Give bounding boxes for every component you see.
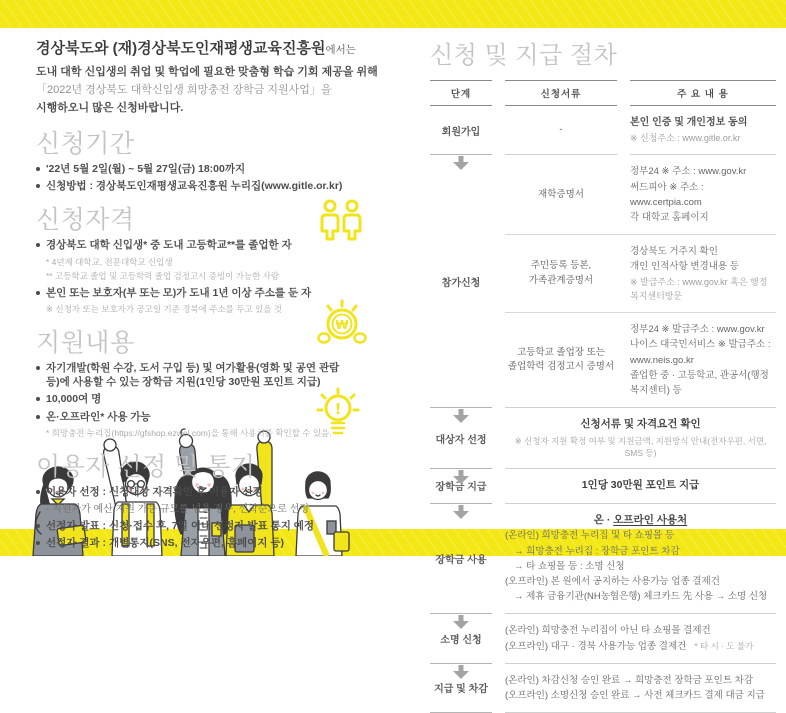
bullet-dot (36, 167, 40, 171)
content-cell (505, 664, 776, 713)
selection-bullet1: 이용자 선정 : 신청대상 자격확인 후 이용자 선정 (46, 485, 263, 498)
selection-sub1: - 지원자가 예산 지원 가능 규모를 넘을 경우, 선착순으로 선정 (46, 503, 309, 515)
content-inline-note: * 타 시 · 도 불가 (694, 640, 754, 651)
period-item (36, 162, 344, 177)
content-cell (630, 106, 776, 155)
program-name: 「2022년 경상북도 대학신입생 희망충전 장학금 지원사업」을 (36, 83, 332, 96)
col-header-step: 단계 (430, 80, 492, 106)
content-cell (505, 469, 776, 504)
content-line: 졸업한 중 · 고등학교, 관공서(행정복지센터) 등 (630, 369, 769, 397)
selection-bullet3: 선정자 결과 : 개별통지(SNS, 전자우편, 홈페이지 등) (46, 537, 284, 550)
down-arrow-icon (453, 470, 469, 484)
selection-bullet2: 선정자 발표 : 신청·접수 후, 7일 이내 선정자 발표 통지 예정 (46, 520, 315, 533)
intro-line4: 시행하오니 많은 신청바랍니다. (36, 101, 184, 114)
support-bullet2: 10,000여 명 (46, 393, 102, 406)
section-heading-selection: 이용자 선정 및 통지 (36, 452, 256, 481)
support-item (36, 410, 344, 425)
content-line: 정부24 ※ 발급주소 : www.gov.kr (630, 324, 765, 336)
support-item (36, 392, 344, 407)
content-line: 경상북도 거주지 확인 (630, 246, 718, 258)
down-arrow-icon (453, 409, 469, 423)
table-row (430, 504, 776, 615)
content-line: ※ 신청주소 : www.gitle.or.kr (630, 133, 741, 143)
table-row (430, 469, 776, 504)
content-line (505, 639, 776, 654)
section-heading-period: 신청기간 (36, 129, 135, 158)
table-subrow (505, 155, 776, 235)
step-label: 회원가입 (430, 106, 492, 155)
doc-cell (505, 164, 617, 225)
doc-line: 재학증명서 (538, 188, 584, 200)
content-line: 본인 인증 및 개인정보 동의 (630, 117, 748, 128)
period-method: 신청방법 : 경상북도인재평생교육진흥원 누리집(www.gitle.or.kr) (46, 179, 343, 192)
bullet-dot (36, 524, 40, 528)
down-arrow-icon (453, 156, 469, 170)
eligibility-item (36, 238, 344, 253)
content-line: (오프라인) 소명신청 승인 완료 → 사전 체크카드 결제 대금 지급 (505, 689, 765, 701)
eligibility-bullet2: 본인 또는 보호자(부 또는 모)가 도내 1년 이상 주소를 둔 자 (46, 286, 312, 299)
support-note3: * 희망충전 누리집(https://gfshop.ezwel.com)을 통해 사용처를 확인할 수 있음. (46, 427, 332, 438)
selection-item (36, 519, 344, 534)
bullet-dot (36, 184, 40, 188)
content-line: (온라인) 희망충전 누리집 및 타 쇼핑몰 등 (505, 530, 674, 542)
table-row (430, 408, 776, 469)
bullet-dot (36, 291, 40, 295)
table-subrow (505, 235, 776, 313)
eligibility-bullet1: 경상북도 대학 신입생* 중 도내 고등학교**를 졸업한 자 (46, 239, 292, 252)
bullet-dot (36, 366, 40, 370)
down-arrow-icon (453, 665, 469, 679)
content-cell (505, 408, 776, 469)
bullet-dot (36, 541, 40, 545)
step-label: 소명 신청 (430, 614, 492, 663)
doc-line: 가족관계증명서 (528, 274, 594, 286)
content-line: 각 대학교 홈페이지 (630, 211, 709, 223)
content-cell (630, 164, 776, 225)
content-cell (630, 244, 776, 303)
title-prefix: 온 · (593, 513, 614, 526)
support-item (36, 361, 344, 390)
content-line: → 희망충전 누리집 : 장학금 포인트 차감 (514, 545, 680, 557)
period-dates: '22년 5월 2일(월) ~ 5월 27일(금) 18:00까지 (46, 162, 246, 175)
svg-text:W: W (335, 318, 349, 332)
org-name: 경상북도와 (재)경상북도인재평생교육진흥원 (36, 40, 326, 57)
right-page (430, 44, 776, 713)
table-row (430, 155, 776, 408)
col-header-doc: 신청서류 (505, 80, 617, 106)
top-yellow-band (0, 0, 786, 28)
table-subrow (505, 313, 776, 407)
section-heading-support: 지원내용 (36, 328, 135, 357)
content-line: 나이스 대국민서비스 ※ 발급주소 : www.neis.go.kr (630, 339, 771, 366)
content-cell (505, 504, 776, 615)
won-coin-icon (314, 298, 370, 351)
bullet-dot (36, 397, 40, 401)
content-title: 1인당 30만원 포인트 지급 (581, 478, 700, 491)
step-label: 장학금 사용 (430, 504, 492, 615)
lightbulb-icon (314, 386, 362, 445)
doc-line: 고등학교 졸업장 또는 (517, 347, 605, 359)
doc-line: 주민등록 등본, (530, 260, 592, 272)
eligibility-note1a: * 4년제 대학교, 전문대학교 신입생 (46, 256, 173, 267)
selection-item (36, 536, 344, 551)
content-title (505, 513, 776, 529)
table-row (430, 614, 776, 663)
doc-line: 졸업학력 검정고시 증명서 (507, 361, 615, 373)
eligibility-note2: ※ 신청자 또는 보호자가 공고일 기준 경북에 주소를 두고 있을 것 (46, 303, 283, 314)
content-cell (505, 614, 776, 663)
doc-cell (505, 244, 617, 303)
support-bullet1: 자기개발(학원 수강, 도서 구입 등) 및 여가활용(영화 및 공연 관람 등)에 사용할 수 있는 장학금 지원(1인당 30만원 포인트 지급) (46, 361, 340, 389)
doc-cell (505, 106, 617, 155)
content-line: (온라인) 희망충전 누리집이 아닌 타 쇼핑몰 결제건 (505, 625, 711, 637)
bullet-dot (36, 415, 40, 419)
content-line: → 제휴 금융기관(NH농협은행) 체크카드 先 사용 → 소명 신청 (514, 591, 768, 603)
content-cell (630, 322, 776, 398)
down-arrow-icon (453, 615, 469, 629)
step-label: 장학금 지급 (430, 469, 492, 504)
table-header (430, 80, 776, 106)
title-underlined: 오프라인 사용처 (613, 513, 688, 526)
doc-line: - (559, 124, 563, 136)
procedure-heading: 신청 및 지급 절차 (430, 42, 618, 69)
content-line: 개인 인적사항 변경내용 등 (630, 261, 739, 273)
section-heading-eligibility: 신청자격 (36, 206, 135, 235)
eligibility-item (36, 286, 344, 301)
intro-title (36, 40, 394, 59)
bullet-dot (36, 490, 40, 494)
col-header-content: 주 요 내 용 (630, 80, 776, 106)
down-arrow-icon (453, 505, 469, 519)
selection-item (36, 485, 344, 500)
subrow-stack (505, 155, 776, 408)
left-page (36, 40, 394, 554)
two-people-icon (314, 198, 368, 247)
step-label: 대상자 선정 (430, 408, 492, 469)
table-row (430, 664, 776, 713)
org-suffix: 에서는 (325, 44, 356, 56)
svg-text:!: ! (334, 400, 342, 418)
content-line: 정부24 ※ 주소 : www.gov.kr (630, 166, 747, 178)
content-line: ※ 발급주소 : www.gov.kr 혹은 행정복지센터방문 (630, 276, 768, 301)
content-note: ※ 신청자 지원 확정 여부 및 지원금액, 지원방식 안내(전자우편, 서면, SMS 등) (514, 435, 767, 458)
content-title: 신청서류 및 자격요건 확인 (580, 418, 701, 431)
content-line: → 타 쇼핑몰 등 : 소명 신청 (514, 560, 625, 572)
content-line: (온라인) 차감신청 승인 완료 → 희망충전 장학금 포인트 차감 (505, 674, 754, 686)
content-line: (오프라인) 본 원에서 공지하는 사용가능 업종 결제건 (505, 576, 720, 588)
table-row (430, 106, 776, 155)
eligibility-note1b: ** 고등학교 졸업 및 고등학력 졸업 검정고시 증빙이 가능한 사람 (46, 271, 280, 282)
content-line-text: (오프라인) 대구 · 경북 사용가능 업종 결제건 (505, 640, 687, 652)
bullet-dot (36, 243, 40, 247)
intro-line2: 도내 대학 신입생의 취업 및 학업에 필요한 맞춤형 학습 기회 제공을 위해 (36, 65, 378, 78)
doc-cell (505, 322, 617, 398)
step-label: 참가신청 (430, 155, 492, 408)
content-line: 써드피아 ※ 주소 : www.certpia.com (630, 181, 704, 208)
step-label: 지급 및 차감 (430, 664, 492, 713)
period-item (36, 179, 344, 194)
support-bullet3: 온·오프라인* 사용 가능 (46, 410, 151, 423)
